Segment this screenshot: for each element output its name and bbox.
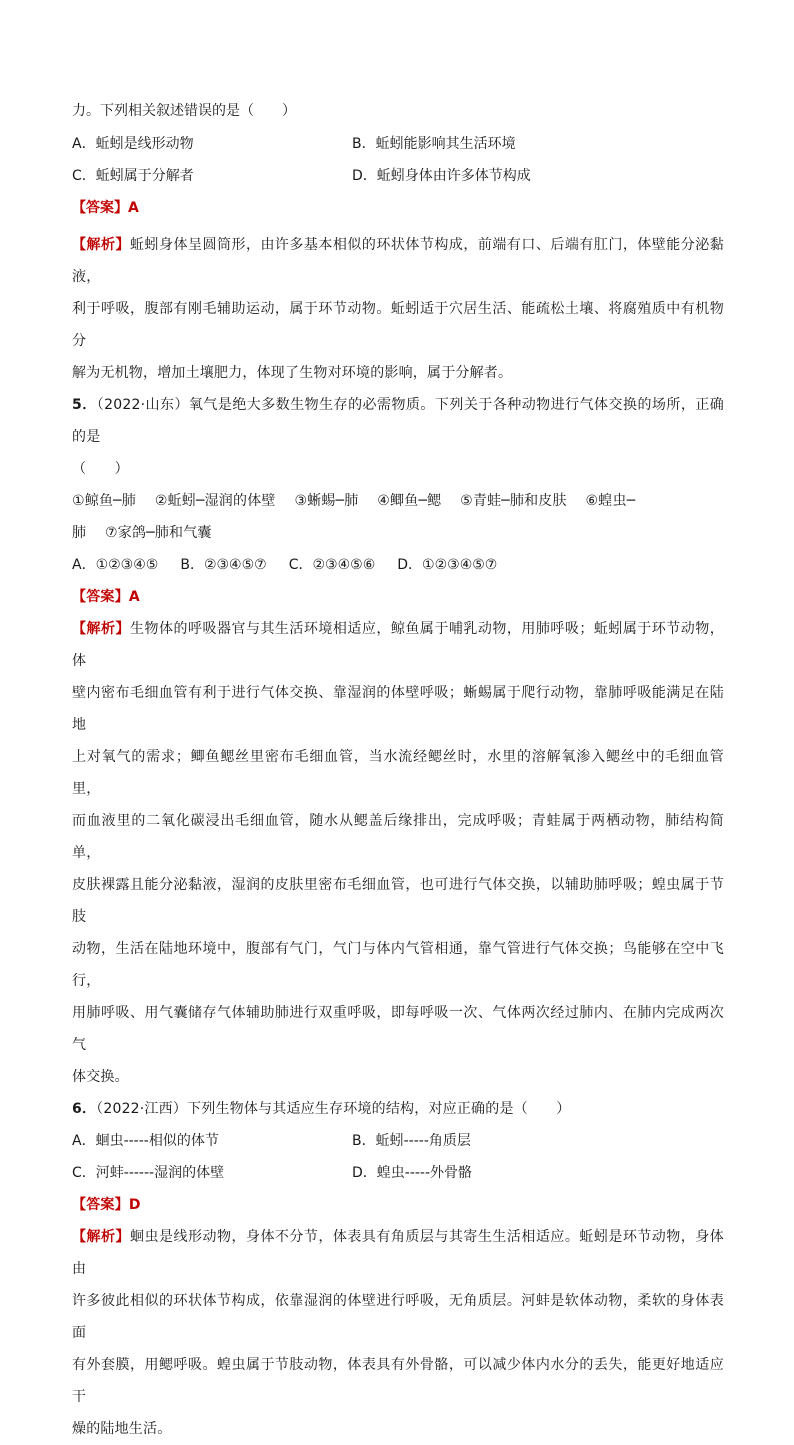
q4-option-a[interactable]: A．蚯蚓是线形动物	[72, 136, 194, 152]
q5-items-line-1: ①鲸鱼─肺 ②蚯蚓─湿润的体壁 ③蜥蜴─肺 ④鲫鱼─鳃 ⑤青蛙─肺和皮肤 ⑥蝗虫─	[72, 493, 636, 509]
answer-value: A	[128, 589, 140, 605]
q5-choice-b[interactable]: B．②③④⑤⑦	[180, 557, 267, 573]
q4-analysis-line-1: 【解析】蚯蚓身体呈圆筒形，由许多基本相似的环状体节构成，前端有口、后端有肛门，体壁能分泌黏液，	[72, 237, 724, 285]
q6-analysis	[72, 1221, 724, 1445]
q6-analysis-line-1: 【解析】蛔虫是线形动物，身体不分节，体表具有角质层与其寄生生活相适应。蚯蚓是环节动物，身体由	[72, 1229, 724, 1277]
q6-stem: 6．（2022·江西）下列生物体与其适应生存环境的结构，对应正确的是（ ）	[72, 1101, 571, 1117]
q5-choice-c[interactable]: C．②③④⑤⑥	[288, 557, 376, 573]
q6-options-row-1	[72, 1125, 724, 1157]
q4-analysis-line-2: 利于呼吸，腹部有刚毛辅助运动，属于环节动物。蚯蚓适于穴居生活、能疏松土壤、将腐殖质中有机物分	[72, 301, 724, 349]
q5-analysis	[72, 613, 724, 1093]
q6-option-d[interactable]: D．蝗虫-----外骨骼	[352, 1165, 473, 1181]
q6-analysis-line-4: 燥的陆地生活。	[72, 1421, 172, 1437]
q5-analysis-line-1: 【解析】生物体的呼吸器官与其生活环境相适应，鲸鱼属于哺乳动物，用肺呼吸；蚯蚓属于环节动物，体	[72, 621, 724, 669]
q5-analysis-line-7: 用肺呼吸、用气囊储存气体辅助肺进行双重呼吸，即每呼吸一次、气体两次经过肺内、在肺内完成两次气	[72, 1005, 724, 1053]
analysis-label: 【解析】	[72, 621, 130, 637]
q6-answer	[72, 1189, 724, 1221]
q5-stem-line-1: 5．（2022·山东）氧气是绝大多数生物生存的必需物质。下列关于各种动物进行气体交换的场所，正确的是	[72, 397, 724, 445]
q6-number: 6．	[72, 1101, 97, 1117]
q6-option-c[interactable]: C．河蚌------湿润的体壁	[72, 1165, 225, 1181]
q4-answer	[72, 197, 724, 219]
q5-items-line-2: 肺 ⑦家鸽─肺和气囊	[72, 525, 212, 541]
q6-option-a[interactable]: A．蛔虫-----相似的体节	[72, 1133, 219, 1149]
q5-analysis-line-2: 壁内密布毛细血管有利于进行气体交换、靠湿润的体壁呼吸；蜥蜴属于爬行动物，靠肺呼吸能满足在陆地	[72, 685, 724, 733]
q4-option-d[interactable]: D．蚯蚓身体由许多体节构成	[352, 168, 531, 184]
q6-analysis-line-3: 有外套膜，用鳃呼吸。蝗虫属于节肢动物，体表具有外骨骼，可以减少体内水分的丢失，能更好地适应干	[72, 1357, 724, 1405]
q5-analysis-line-3: 上对氧气的需求；鲫鱼鳃丝里密布毛细血管，当水流经鳃丝时，水里的溶解氧渗入鳃丝中的毛细血管里，	[72, 749, 724, 797]
answer-label: 【答案】	[72, 589, 129, 605]
q4-option-b[interactable]: B．蚯蚓能影响其生活环境	[352, 136, 516, 152]
q5-analysis-line-8: 体交换。	[72, 1069, 129, 1085]
q5-analysis-line-4: 而血液里的二氧化碳浸出毛细血管，随水从鳃盖后缘排出，完成呼吸；青蛙属于两栖动物，肺结构简单，	[72, 813, 724, 861]
q5-stem-line-2: （ ）	[72, 461, 129, 477]
q5-choices	[72, 549, 724, 581]
q4-analysis-line-3: 解为无机物，增加土壤肥力，体现了生物对环境的影响，属于分解者。	[72, 365, 513, 381]
q6-option-b[interactable]: B．蚯蚓-----角质层	[352, 1133, 471, 1149]
q5-answer	[72, 581, 724, 613]
q6-options-row-2	[72, 1157, 724, 1189]
q5-analysis-line-6: 动物，生活在陆地环境中，腹部有气门，气门与体内气管相通，靠气管进行气体交换；鸟能够在空中飞行，	[72, 941, 724, 989]
answer-value: D	[128, 1197, 141, 1213]
answer-label: 【答案】	[72, 1197, 129, 1213]
content	[72, 100, 724, 1445]
answer-label: 【答案】	[72, 200, 128, 216]
q6-source: （2022·江西）	[96, 1101, 188, 1117]
q5-choice-a[interactable]: A．①②③④⑤	[72, 557, 159, 573]
q4-options-row-2	[72, 165, 724, 187]
q6-analysis-line-2: 许多彼此相似的环状体节构成，依靠湿润的体壁进行呼吸，无角质层。河蚌是软体动物，柔软的身体表面	[72, 1293, 724, 1341]
answer-value: A	[128, 200, 139, 216]
q5-analysis-line-5: 皮肤裸露且能分泌黏液，湿润的皮肤里密布毛细血管，也可进行气体交换，以辅助肺呼吸；蝗虫属于节肢	[72, 877, 724, 925]
q4-options-row-1	[72, 133, 724, 155]
q4-analysis	[72, 229, 724, 389]
q5-number: 5．	[72, 397, 97, 413]
analysis-label: 【解析】	[72, 1229, 130, 1245]
q4-option-c[interactable]: C．蚯蚓属于分解者	[72, 168, 194, 184]
q5-source: （2022·山东）	[96, 397, 189, 413]
q5-choice-d[interactable]: D．①②③④⑤⑦	[397, 557, 498, 573]
analysis-label: 【解析】	[72, 237, 130, 253]
q4-stem-tail: 力。下列相关叙述错误的是（ ）	[72, 103, 296, 119]
